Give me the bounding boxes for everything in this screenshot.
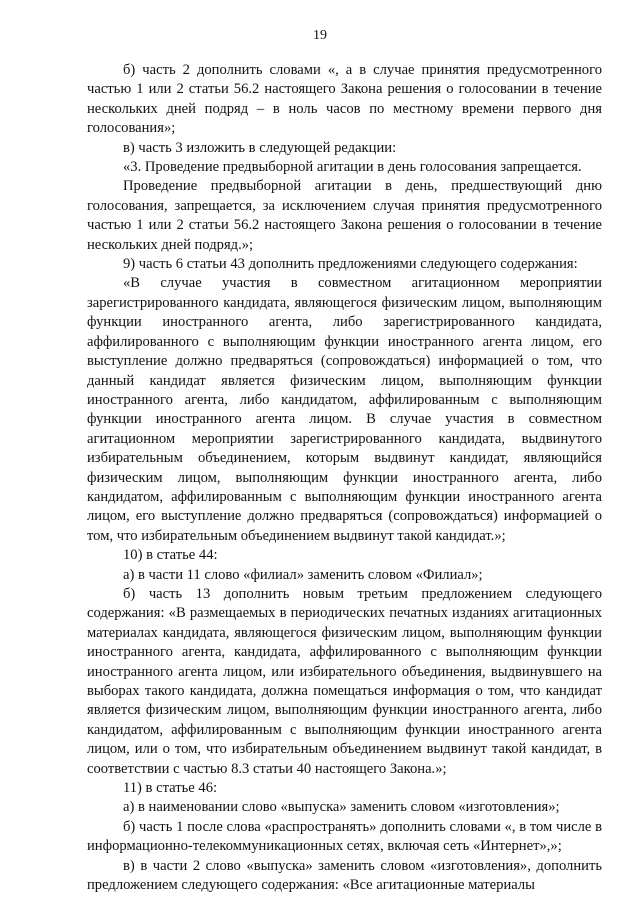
document-body [87,61,602,895]
paragraph: в) в части 2 слово «выпуска» заменить словом «изготовления», дополнить предложением следующего содержания: «Все агитационные материалы [87,857,602,894]
paragraph: 9) часть 6 статьи 43 дополнить предложениями следующего содержания: [123,256,578,273]
paragraph: а) в наименовании слово «выпуска» заменить словом «изготовления»; [123,799,560,816]
paragraph: 11) в статье 46: [123,780,218,797]
paragraph: «3. Проведение предвыборной агитации в день голосования запрещается. [123,159,582,176]
paragraph: а) в части 11 слово «филиал» заменить словом «Филиал»; [123,566,483,583]
paragraph: б) часть 2 дополнить словами «, а в случае принятия предусмотренного частью 1 или 2 статьи 56.2 настоящего Закона решения о голосовании в течение нескольких дней подряд – в ноль часов по местному времени первого дня голосования»; [87,62,602,137]
paragraph: в) часть 3 изложить в следующей редакции: [123,139,397,156]
page-number: 19 [313,28,327,43]
paragraph: 10) в статье 44: [123,547,218,564]
paragraph: Проведение предвыборной агитации в день, предшествующий дню голосования, запрещается, за исключением случая принятия предусмотренного частью 1 или 2 статьи 56.2 настоящего Закона решения о голосовании в течение нескольких дней подряд.»; [87,178,602,253]
paragraph: «В случае участия в совместном агитационном мероприятии зарегистрированного кандидата, являющегося физическим лицом, выполняющим функции иностранного агента, либо зарегистрированного кандидата, аффилированного с выполняющим функции иностранного агента лицом, его выступление должно предваряться (сопровождаться) информацией о том, что данный кандидат является физическим лицом, выполняющим функции иностранного агента, либо кандидатом, аффилированным с выполняющим функции иностранного агента лицом. В случае участия в совместном агитационном мероприятии зарегистрированного кандидата, выдвинутого избирательным объединением, которым выдвинут кандидат, являющийся физическим лицом, выполняющим функции иностранного агента, либо кандидатом, аффилированным с выполняющим функции иностранного агента лицом, его выступление должно предваряться (сопровождаться) информацией о том, что избирательным объединением выдвинут такой кандидат.»; [87,275,602,544]
paragraph: б) часть 1 после слова «распространять» дополнить словами «, в том числе в информационно-телекоммуникационных сетях, включая сеть «Интернет»,»; [87,818,602,855]
paragraph: б) часть 13 дополнить новым третьим предложением следующего содержания: «В размещаемых в периодических печатных изданиях агитационных материалах кандидата, являющегося физическим лицом, выполняющим функции иностранного агента, кандидата, аффилированного с выполняющим функции иностранного агента лицом, или избирательного объединения, выдвинувшего на выборах такого кандидата, должна помещаться информация о том, что кандидат является физическим лицом, выполняющим функции иностранного агента, либо кандидатом, аффилированным с выполняющим функции иностранного агента лицом, или о том, что избирательным объединением выдвинут такой кандидат, в соответствии с частью 8.3 статьи 40 настоящего Закона.»; [87,585,602,777]
